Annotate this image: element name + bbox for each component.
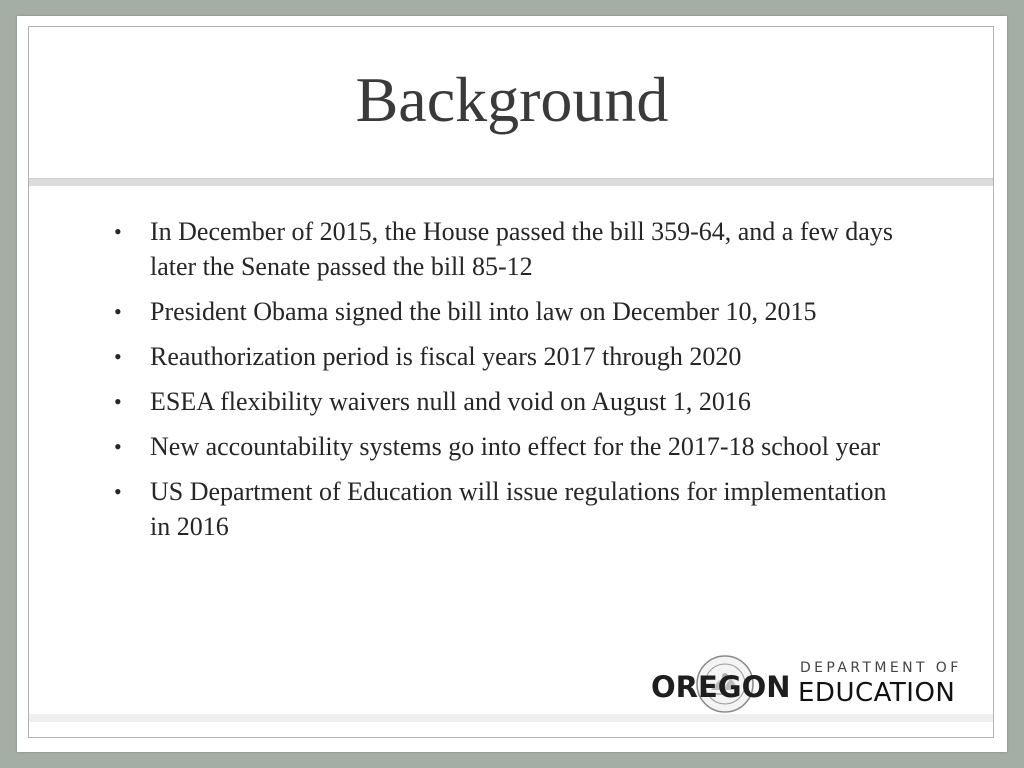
bullet-icon: • bbox=[114, 219, 122, 244]
bullet-text: President Obama signed the bill into law on December 10, 2015 bbox=[150, 297, 817, 326]
bullet-item bbox=[112, 339, 912, 374]
slide-title: Background bbox=[355, 64, 669, 135]
education-label: EDUCATION bbox=[798, 678, 956, 708]
bullet-list bbox=[112, 214, 912, 554]
bullet-item bbox=[112, 294, 912, 329]
bullet-icon: • bbox=[114, 344, 122, 369]
bullet-icon: • bbox=[114, 299, 122, 324]
bullet-icon: • bbox=[114, 434, 122, 459]
department-of-label: DEPARTMENT OF bbox=[800, 660, 962, 676]
bullet-text: In December of 2015, the House passed the bill 359-64, and a few days later the Senate passed the bill 85-12 bbox=[150, 217, 893, 281]
bullet-item bbox=[112, 474, 912, 544]
bullet-text: ESEA flexibility waivers null and void on August 1, 2016 bbox=[150, 387, 751, 416]
bullet-icon: • bbox=[114, 389, 122, 414]
bullet-text: US Department of Education will issue regulations for implementation in 2016 bbox=[150, 477, 887, 541]
bullet-icon: • bbox=[114, 479, 122, 504]
bullet-text: New accountability systems go into effect for the 2017-18 school year bbox=[150, 432, 881, 461]
oregon-department-of-education-logo bbox=[651, 652, 991, 722]
oregon-wordmark: OREGON bbox=[651, 670, 791, 704]
bullet-text: Reauthorization period is fiscal years 2017 through 2020 bbox=[150, 342, 742, 371]
bullet-item bbox=[112, 384, 912, 419]
title-divider bbox=[29, 178, 993, 186]
bullet-item bbox=[112, 429, 912, 464]
bullet-item bbox=[112, 214, 912, 284]
slide bbox=[17, 16, 1007, 752]
footer-divider bbox=[29, 714, 993, 722]
